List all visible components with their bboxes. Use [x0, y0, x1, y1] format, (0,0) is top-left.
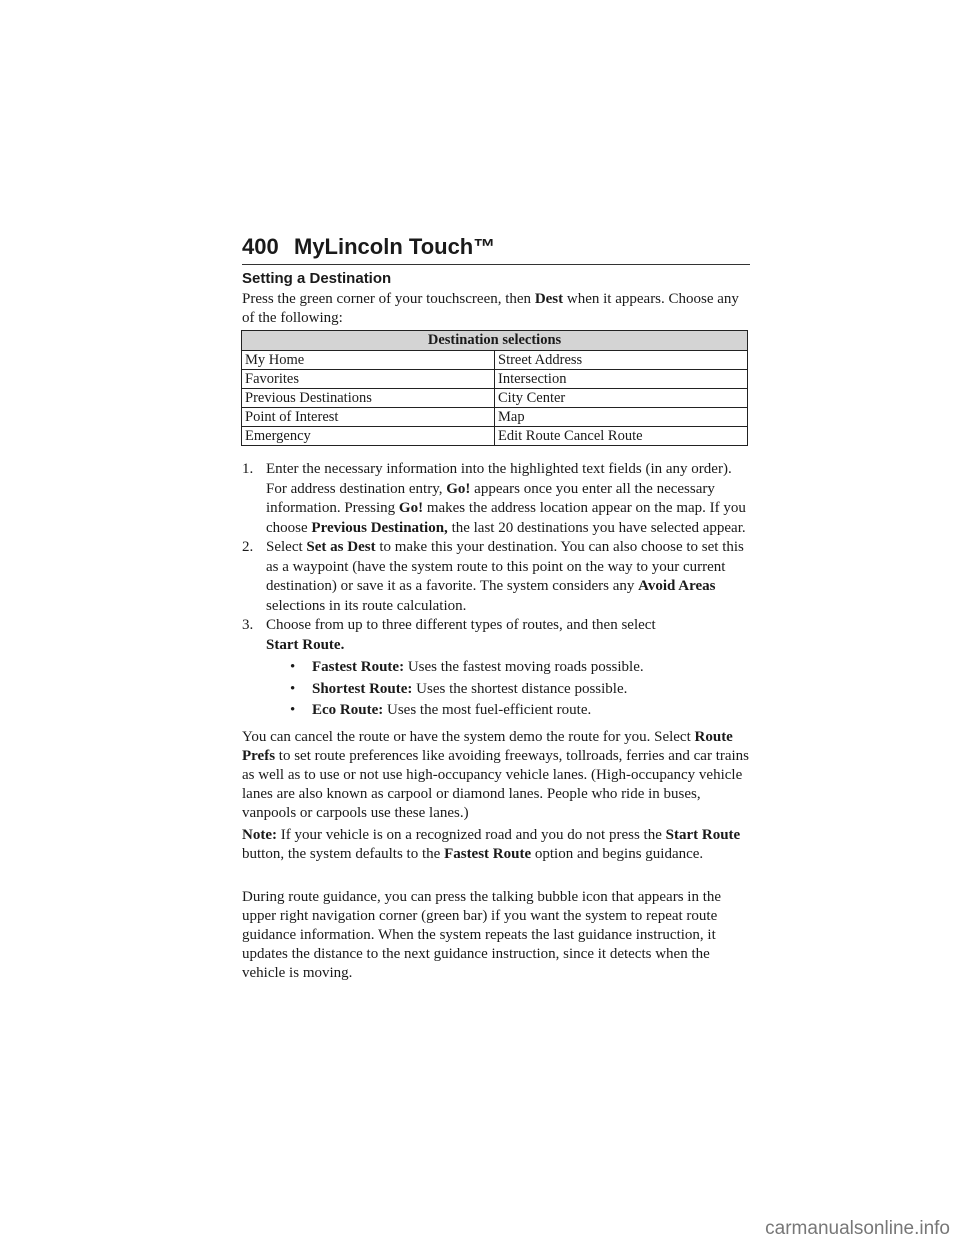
table-cell: Street Address: [495, 351, 748, 370]
step-number: 1.: [242, 461, 254, 477]
route-type-label: Shortest Route:: [312, 680, 413, 697]
route-type-label: Fastest Route:: [312, 659, 405, 675]
step-3: [242, 616, 750, 721]
intro-paragraph: [242, 290, 750, 328]
step-text: Choose from up to three different types of routes, and then select: [266, 617, 656, 633]
section-title: Setting a Destination: [242, 270, 392, 287]
set-as-dest-term: Set as Dest: [306, 539, 376, 555]
destination-selections-table: [241, 330, 748, 446]
intro-dest-term: Dest: [534, 291, 564, 307]
table-row: [242, 389, 748, 408]
note-label: Note:: [242, 827, 277, 843]
route-prefs-term: Route Prefs: [242, 729, 733, 764]
list-item: [266, 658, 750, 678]
paragraph-text: button, the system defaults to the: [242, 846, 445, 862]
start-route-term: Start Route: [665, 827, 741, 843]
paragraph-text: If your vehicle is on a recognized road and you do not press the: [276, 827, 666, 843]
page-number: 400: [242, 234, 279, 259]
step-text: appears once you enter all the necessary information. Pressing: [266, 480, 715, 516]
bullet-icon: •: [290, 659, 296, 675]
paragraph-text: You can cancel the route or have the system demo the route for you. Select: [242, 729, 695, 745]
route-types-list: [266, 658, 750, 721]
table-cell: Emergency: [242, 427, 495, 446]
step-text: to make this your destination. You can also choose to set this as a waypoint (have the system route to this point on the way to your current destination) or save it as a favorite. The system considers any: [266, 539, 744, 594]
table-cell: My Home: [242, 351, 495, 370]
steps-list: [242, 460, 750, 723]
step-text: the last 20 destinations you have selected appear.: [447, 519, 746, 536]
note-paragraph: [242, 826, 750, 864]
route-prefs-paragraph: [242, 728, 750, 823]
table-row: [242, 351, 748, 370]
go-term: Go!: [446, 480, 471, 497]
chapter-title: MyLincoln Touch™: [294, 234, 496, 259]
paragraph-text: to set route preferences like avoiding freeways, tollroads, ferries and car trains as well as to use or not use high-occupancy vehicle lanes. (High-occupancy vehicle lanes are also known as carpool or diamond lanes. People who ride in buses, vanpools or carpools use these lanes.): [242, 748, 750, 821]
avoid-areas-term: Avoid Areas: [638, 578, 716, 594]
table-cell: Favorites: [242, 370, 495, 389]
intro-text-end: when it appears. Choose any of the following:: [242, 291, 739, 326]
paragraph-text: option and begins guidance.: [531, 846, 704, 862]
table-cell: Map: [495, 408, 748, 427]
route-type-text: Uses the shortest distance possible.: [412, 680, 628, 697]
route-type-text: Uses the most fuel-efficient route.: [383, 702, 592, 718]
table-row: [242, 408, 748, 427]
list-item: [266, 680, 750, 700]
table-cell: Point of Interest: [242, 408, 495, 427]
step-number: 2.: [242, 539, 254, 555]
table-row: [242, 370, 748, 389]
route-type-label: Eco Route:: [312, 702, 384, 718]
route-type-text: Uses the fastest moving roads possible.: [404, 659, 644, 675]
step-text: selections in its route calculation.: [266, 597, 467, 614]
bullet-icon: •: [290, 680, 296, 697]
go-term: Go!: [398, 500, 424, 516]
step-text: Select: [266, 539, 307, 555]
fastest-route-term: Fastest Route: [444, 846, 532, 862]
table-header: Destination selections: [242, 331, 748, 351]
previous-destination-term: Previous Destination,: [311, 519, 448, 536]
step-number: 3.: [242, 617, 254, 633]
table-row: [242, 427, 748, 446]
step-text: makes the address location appear on the map. If you choose: [266, 500, 746, 536]
table-cell: Intersection: [495, 370, 748, 389]
start-route-term: Start Route.: [266, 636, 345, 653]
list-item: [266, 701, 750, 721]
site-watermark: carmanualsonline.info: [765, 1218, 950, 1239]
table-cell: Edit Route Cancel Route: [495, 427, 748, 446]
step-2: [242, 538, 750, 616]
route-guidance-paragraph: During route guidance, you can press the talking bubble icon that appears in the upper right navigation corner (green bar) if you want the system to repeat route guidance information. When the system repeats the last guidance instruction, it updates the distance to the next guidance instruction, since it detects when the vehicle is moving.: [242, 889, 722, 981]
intro-text: Press the green corner of your touchscreen, then: [242, 291, 535, 307]
table-cell: Previous Destinations: [242, 389, 495, 408]
step-1: [242, 460, 750, 538]
table-cell: City Center: [495, 389, 748, 408]
page-header: [242, 234, 750, 265]
step-text: Enter the necessary information into the highlighted text fields (in any order). For address destination entry,: [266, 461, 732, 497]
bullet-icon: •: [290, 702, 296, 718]
